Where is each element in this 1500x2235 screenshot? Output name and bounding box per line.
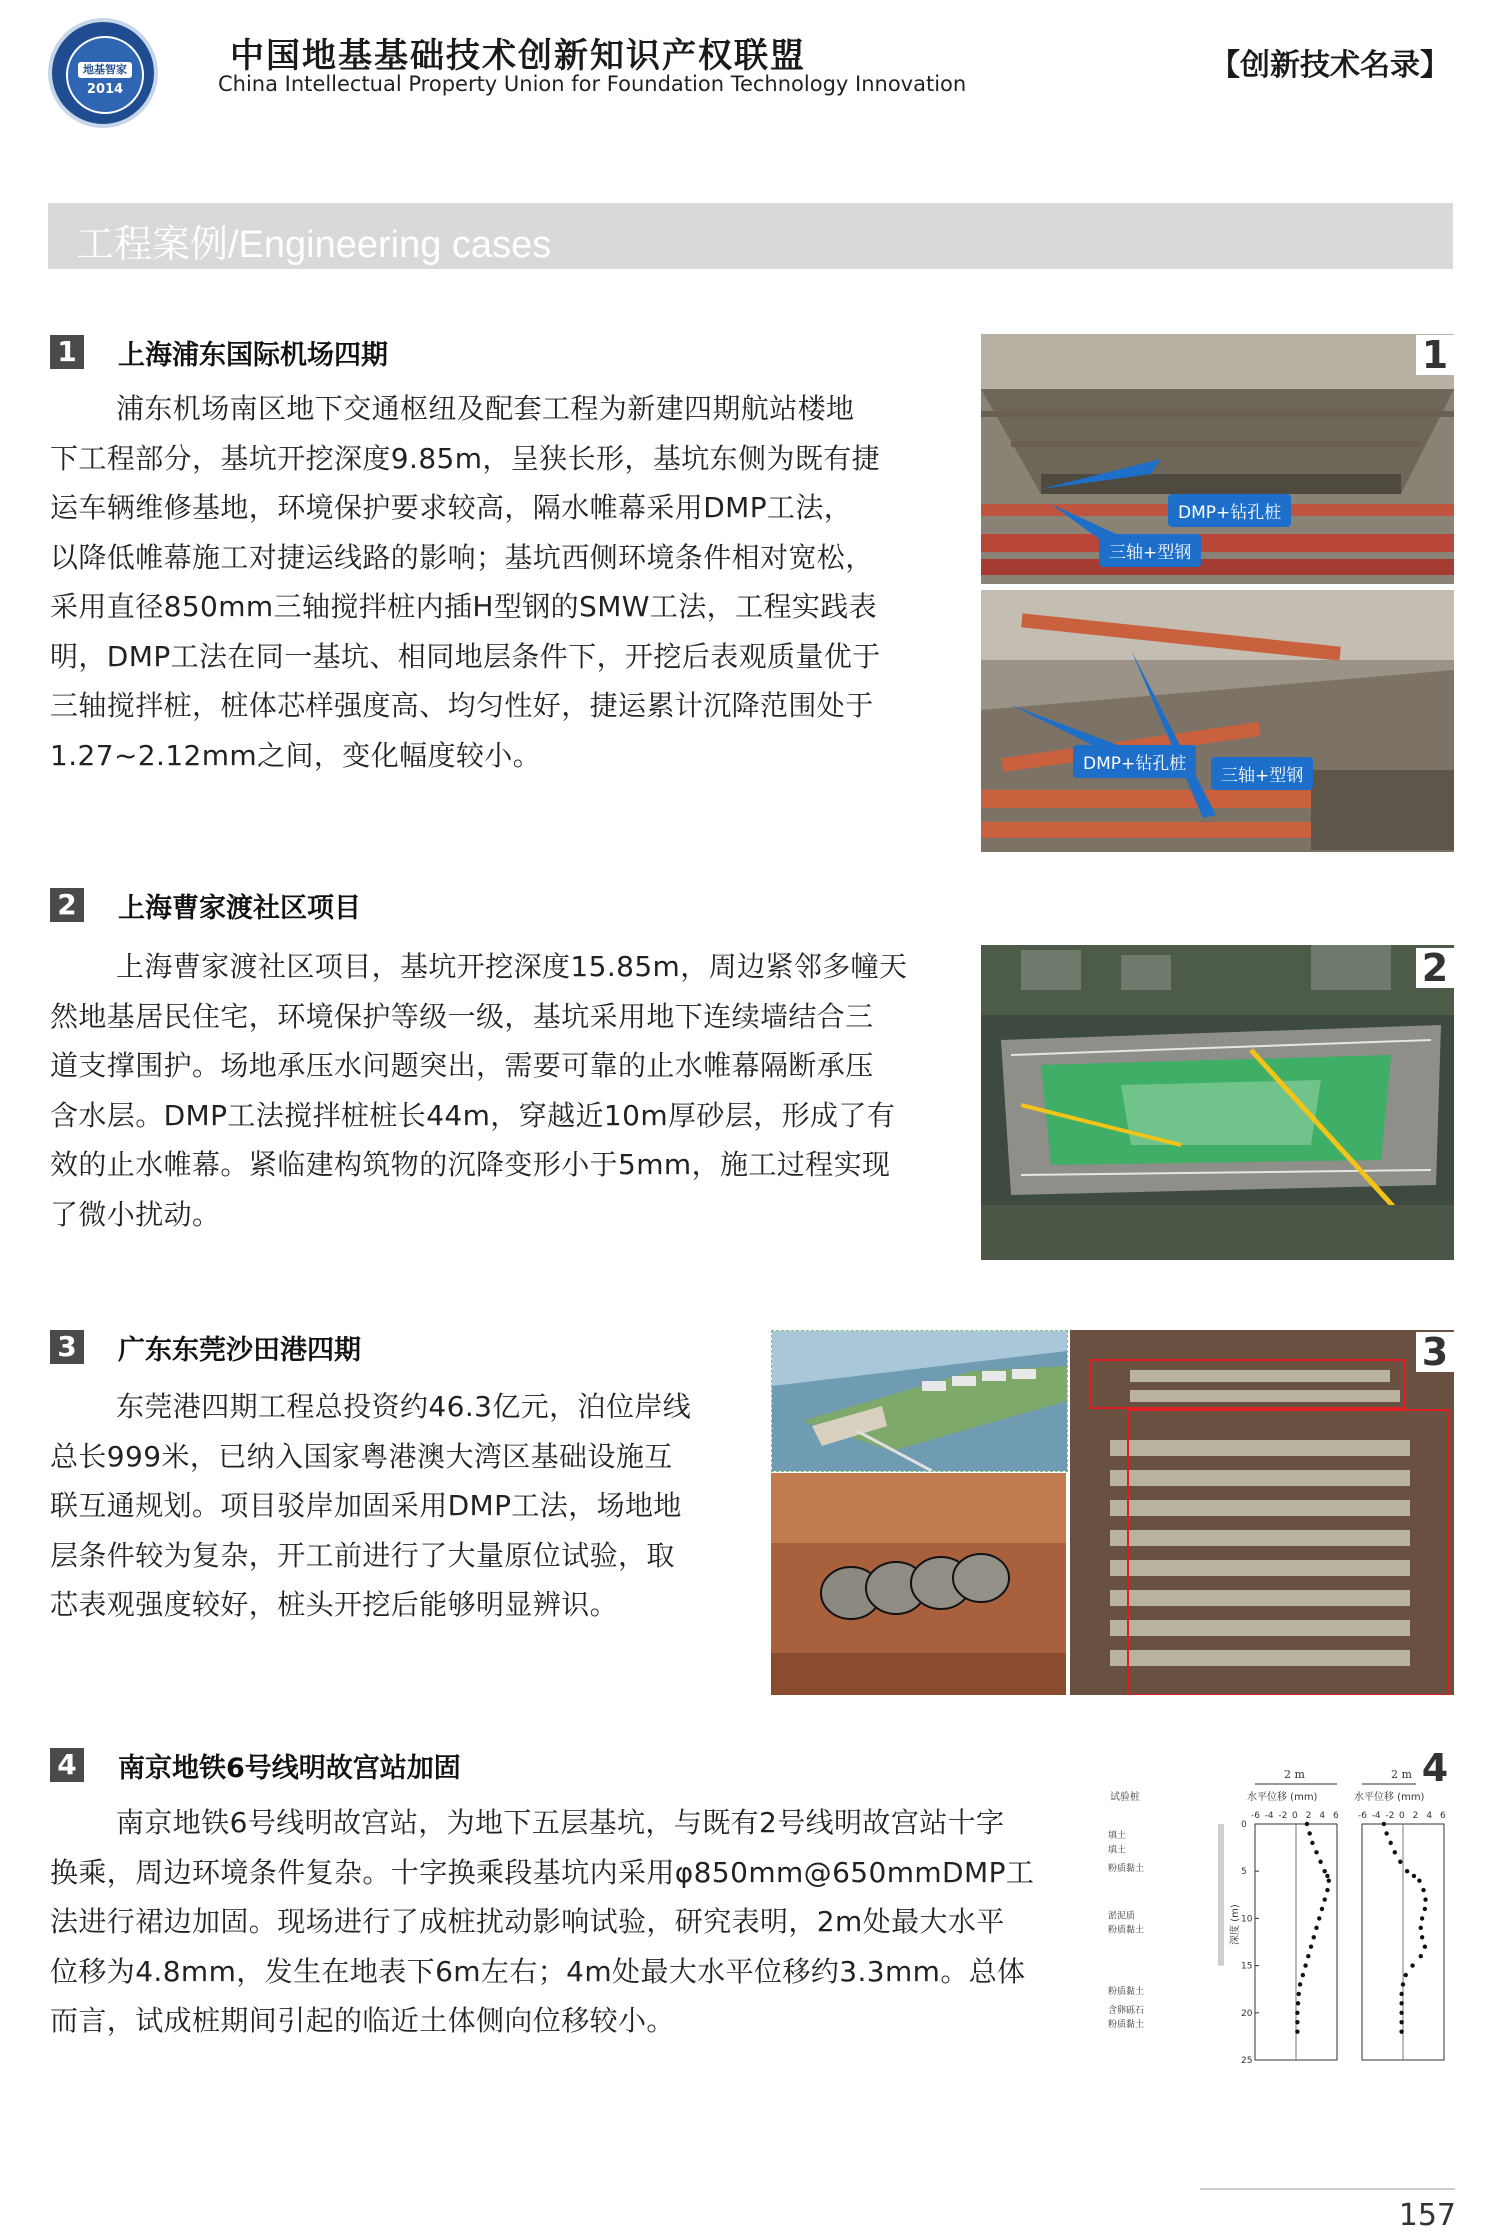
y-tick-label: 15 <box>1241 1961 1253 1972</box>
logo-band-text: 地基智家 <box>83 63 127 76</box>
soil-layer-label: 粉质黏土 <box>1108 1986 1145 1997</box>
data-point <box>1303 1963 1307 1967</box>
x-axis-label: 水平位移 (mm) <box>1247 1792 1318 1803</box>
displacement-chart <box>1100 1740 1460 2100</box>
soil-layer-label: 粉质黏土 <box>1108 1864 1145 1875</box>
soil-layer-label: 淤泥质 <box>1108 1911 1136 1922</box>
data-point <box>1295 2011 1299 2015</box>
data-point <box>1323 1869 1327 1873</box>
section-title: 工程案例/Engineering cases <box>76 224 552 266</box>
y-tick-label: 25 <box>1241 2056 1253 2066</box>
data-point <box>1399 2020 1403 2024</box>
x-tick-label: 6 <box>1333 1811 1339 1821</box>
case4-line: 位移为4.8mm，发生在地表下6m左右；4m处最大水平位移约3.3mm。总体 <box>50 1954 1026 1988</box>
header-title-en: China Intellectual Property Union for Foundation Technology Innovation <box>218 72 967 96</box>
data-point <box>1314 1850 1318 1854</box>
y-tick-label: 5 <box>1241 1867 1247 1878</box>
logo-year: 2014 <box>86 82 124 97</box>
data-point <box>1420 1935 1424 1939</box>
data-point <box>1399 2029 1403 2033</box>
case-title-2: 上海曹家渡社区项目 <box>118 893 361 924</box>
data-point <box>1301 1973 1305 1977</box>
case-title-3: 广东东莞沙田港四期 <box>118 1335 361 1366</box>
data-point <box>1323 1897 1327 1901</box>
spacing-label: 2 m <box>1391 1768 1412 1781</box>
case-paragraph-3 <box>50 1382 730 1630</box>
chart-legend: 试验桩 <box>1110 1792 1140 1803</box>
case3-line: 东莞港四期工程总投资约46.3亿元，泊位岸线 <box>116 1390 692 1423</box>
y-axis-label: 深度 (m) <box>1230 1904 1241 1945</box>
photo-label: DMP+钻孔桩 <box>1073 745 1196 778</box>
case-number-4: 4 <box>50 1748 84 1782</box>
case1-line: 明，DMP工法在同一基坑、相同地层条件下，开挖后表观质量优于 <box>50 639 881 673</box>
y-tick-label: 0 <box>1241 1820 1247 1830</box>
case-number-1: 1 <box>50 335 84 369</box>
case1-photo-top <box>981 334 1454 584</box>
x-tick-label: 6 <box>1440 1811 1446 1821</box>
case3-pile-head-photo <box>771 1473 1066 1695</box>
case-paragraph-1 <box>50 384 945 780</box>
data-point <box>1307 1831 1311 1835</box>
data-point <box>1314 1926 1318 1930</box>
photo-number-1: 1 <box>1416 335 1454 375</box>
soil-layer-label: 含卵砾石 <box>1108 2005 1145 2016</box>
data-point <box>1384 1831 1388 1835</box>
case1-line: 运车辆维修基地，环境保护要求较高，隔水帷幕采用DMP工法， <box>50 491 853 524</box>
x-axis-label: 水平位移 (mm) <box>1354 1792 1425 1803</box>
x-tick-label: 4 <box>1319 1811 1326 1821</box>
data-point <box>1399 1992 1403 1996</box>
data-point <box>1423 1897 1427 1901</box>
footer-rule <box>1200 2188 1455 2190</box>
data-point <box>1399 2001 1403 2005</box>
case3-port-rendering <box>771 1330 1068 1472</box>
photo-label: 三轴+型钢 <box>1211 757 1313 790</box>
y-tick-label: 10 <box>1241 1914 1253 1925</box>
data-point <box>1404 1973 1408 1977</box>
page-number: 157 <box>1398 2198 1456 2233</box>
data-point <box>1312 1935 1316 1939</box>
data-point <box>1325 1874 1329 1878</box>
x-tick-label: -2 <box>1278 1811 1288 1821</box>
data-point <box>1297 1992 1301 1996</box>
case4-line: 南京地铁6号线明故宫站，为地下五层基坑，与既有2号线明故宫站十字 <box>116 1806 1005 1839</box>
data-point <box>1309 1945 1313 1949</box>
x-tick-label: -6 <box>1358 1811 1367 1821</box>
data-point <box>1419 1926 1423 1930</box>
x-tick-label: 4 <box>1426 1811 1433 1821</box>
data-point <box>1325 1888 1329 1892</box>
photo-label: 三轴+型钢 <box>1099 534 1201 567</box>
x-tick-label: 2 <box>1305 1811 1312 1821</box>
case2-line: 效的止水帷幕。紧临建构筑物的沉降变形小于5mm，施工过程实现 <box>50 1148 891 1181</box>
case-paragraph-4 <box>50 1798 1090 2046</box>
data-point <box>1296 2001 1300 2005</box>
case2-line: 上海曹家渡社区项目，基坑开挖深度15.85m，周边紧邻多幢天 <box>116 950 908 983</box>
data-point <box>1393 1850 1397 1854</box>
x-tick-label: -4 <box>1264 1811 1274 1821</box>
case1-line: 下工程部分，基坑开挖深度9.85m，呈狭长形，基坑东侧为既有捷 <box>50 441 881 475</box>
case1-photo-bottom <box>981 590 1454 852</box>
case3-line: 总长999米，已纳入国家粤港澳大湾区基础设施互 <box>50 1439 673 1473</box>
union-logo <box>48 18 158 128</box>
spacing-label: 2 m <box>1284 1768 1305 1781</box>
y-tick-label: 20 <box>1241 2008 1253 2019</box>
soil-layer-label: 粉质黏土 <box>1108 1925 1145 1936</box>
soil-layer-label: 粉质黏土 <box>1108 2019 1145 2030</box>
data-point <box>1398 1860 1402 1864</box>
photo-number-4: 4 <box>1416 1748 1454 1788</box>
x-tick-label: -4 <box>1371 1811 1381 1821</box>
case-title-4: 南京地铁6号线明故宫站加固 <box>118 1753 461 1784</box>
data-point <box>1298 1982 1302 1986</box>
data-point <box>1320 1907 1324 1911</box>
data-point <box>1412 1874 1416 1878</box>
case2-line: 了微小扰动。 <box>50 1197 221 1231</box>
header-tag: 【创新技术名录】 <box>1210 48 1450 83</box>
case2-line: 然地基居民住宅，环境保护等级一级，基坑采用地下连续墙结合三 <box>50 999 874 1033</box>
case1-line: 采用直径850mm三轴搅拌桩内插H型钢的SMW工法，工程实践表 <box>50 590 878 623</box>
data-point <box>1295 2029 1299 2033</box>
data-point <box>1421 1888 1425 1892</box>
case-title-1: 上海浦东国际机场四期 <box>118 340 388 371</box>
x-tick-label: -2 <box>1385 1811 1395 1821</box>
x-tick-label: 0 <box>1399 1811 1405 1821</box>
data-point <box>1327 1878 1331 1882</box>
x-tick-label: 0 <box>1292 1811 1298 1821</box>
section-title-bar <box>48 203 1453 269</box>
case3-line: 芯表观强度较好，桩头开挖后能够明显辨识。 <box>50 1588 619 1621</box>
case-number-3: 3 <box>50 1330 84 1364</box>
data-point <box>1419 1954 1423 1958</box>
case4-line: 换乘，周边环境条件复杂。十字换乘段基坑内采用φ850mm@650mmDMP工 <box>50 1855 1035 1889</box>
data-point <box>1405 1869 1409 1873</box>
case4-line: 法进行裙边加固。现场进行了成桩扰动影响试验，研究表明，2m处最大水平 <box>50 1905 1005 1938</box>
data-point <box>1318 1860 1322 1864</box>
data-point <box>1399 2011 1403 2015</box>
photo-number-3: 3 <box>1416 1332 1454 1372</box>
data-point <box>1423 1907 1427 1911</box>
data-point <box>1410 1963 1414 1967</box>
soil-layer-label: 填土 <box>1108 1845 1127 1856</box>
soil-layer-label: 填土 <box>1108 1831 1127 1842</box>
x-tick-label: -6 <box>1251 1811 1260 1821</box>
case3-line: 联互通规划。项目驳岸加固采用DMP工法，场地地 <box>50 1489 682 1522</box>
data-point <box>1295 2020 1299 2024</box>
case1-line: 以降低帷幕施工对捷运线路的影响；基坑西侧环境条件相对宽松， <box>50 540 874 574</box>
data-point <box>1317 1916 1321 1920</box>
case4-line: 而言，试成桩期间引起的临近土体侧向位移较小。 <box>50 2004 675 2037</box>
case2-line: 道支撑围护。场地承压水问题突出，需要可靠的止水帷幕隔断承压 <box>50 1049 874 1082</box>
photo-label: DMP+钻孔桩 <box>1168 494 1291 527</box>
data-point <box>1382 1822 1386 1826</box>
data-point <box>1420 1916 1424 1920</box>
data-point <box>1417 1878 1421 1882</box>
case-paragraph-2 <box>50 942 945 1239</box>
data-point <box>1306 1954 1310 1958</box>
case1-line: 浦东机场南区地下交通枢纽及配套工程为新建四期航站楼地 <box>116 392 855 425</box>
data-point <box>1389 1841 1393 1845</box>
data-point <box>1310 1841 1314 1845</box>
test-pile-bar <box>1218 1824 1224 1966</box>
header-title-cn: 中国地基基础技术创新知识产权联盟 <box>230 36 806 76</box>
case2-aerial-photo <box>981 945 1454 1260</box>
case3-core-samples-photo <box>1070 1330 1454 1695</box>
data-point <box>1305 1822 1309 1826</box>
case3-line: 层条件较为复杂，开工前进行了大量原位试验，取 <box>50 1538 675 1572</box>
case-number-2: 2 <box>50 888 84 922</box>
case1-line: 三轴搅拌桩，桩体芯样强度高、均匀性好，捷运累计沉降范围处于 <box>50 689 874 722</box>
x-tick-label: 2 <box>1412 1811 1419 1821</box>
case1-line: 1.27~2.12mm之间，变化幅度较小。 <box>50 738 542 772</box>
data-point <box>1401 1982 1405 1986</box>
case2-line: 含水层。DMP工法搅拌桩桩长44m，穿越近10m厚砂层，形成了有 <box>50 1098 896 1132</box>
photo-number-2: 2 <box>1416 948 1454 988</box>
data-point <box>1423 1945 1427 1949</box>
